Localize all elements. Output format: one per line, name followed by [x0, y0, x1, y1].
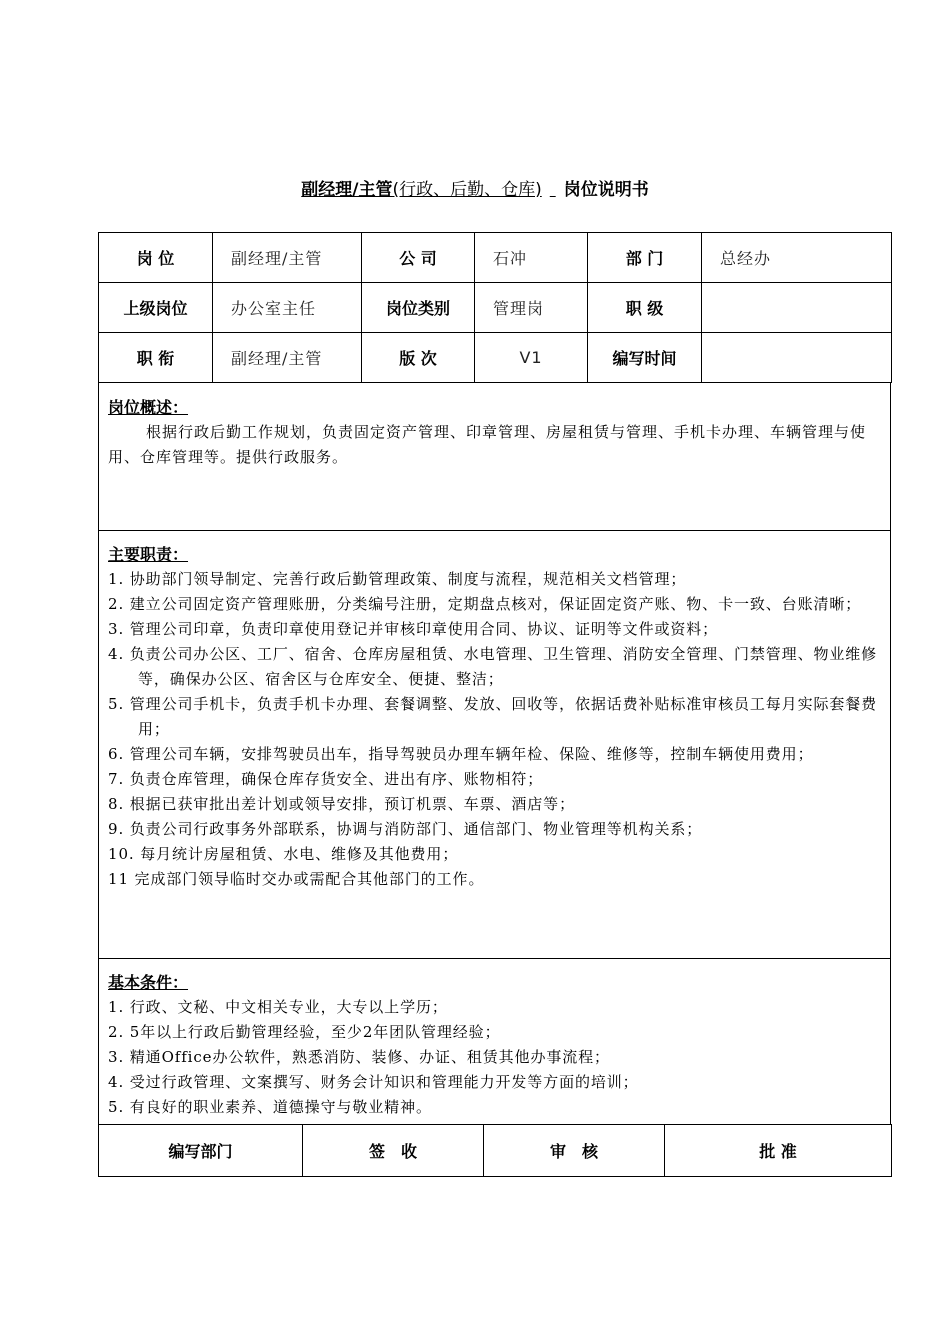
approve-cell: 批 准 [665, 1125, 892, 1177]
document-title [0, 175, 950, 200]
requirement-item: 4. 受过行政管理、文案撰写、财务会计知识和管理能力开发等方面的培训； [108, 1073, 639, 1091]
rank-label: 职 衔 [99, 333, 213, 383]
post-label: 岗 位 [99, 233, 213, 283]
company-label: 公 司 [362, 233, 475, 283]
company-value: 石冲 [475, 233, 588, 283]
category-value: 管理岗 [475, 283, 588, 333]
duties-heading: 主要职责： [108, 545, 189, 564]
duties-section [98, 530, 891, 959]
info-row-2 [99, 283, 892, 333]
duty-item: 5. 管理公司手机卡，负责手机卡办理、套餐调整、发放、回收等，依据话费补贴标准审核员工每月实际套餐费用； [108, 695, 878, 738]
title-main: 副经理/主管 [301, 180, 393, 200]
dept-value: 总经办 [702, 233, 892, 283]
duty-item: 3. 管理公司印章，负责印章使用登记并审核印章使用合同、协议、证明等文件或资料； [108, 620, 719, 638]
requirements-list [99, 995, 890, 1120]
duty-item: 10. 每月统计房屋租赁、水电、维修及其他费用； [108, 845, 459, 863]
overview-section [98, 383, 891, 531]
info-table [98, 232, 892, 383]
requirements-heading: 基本条件： [108, 973, 189, 992]
requirement-item: 2. 5年以上行政后勤管理经验，至少2年团队管理经验； [108, 1023, 501, 1041]
superior-value: 办公室主任 [213, 283, 362, 333]
info-row-1 [99, 233, 892, 283]
requirement-item: 5. 有良好的职业素养、道德操守与敬业精神。 [108, 1098, 432, 1116]
version-value: V1 [475, 333, 588, 383]
grade-label: 职 级 [588, 283, 702, 333]
category-label: 岗位类别 [362, 283, 475, 333]
duty-item: 7. 负责仓库管理，确保仓库存货安全、进出有序、账物相符； [108, 770, 544, 788]
duty-item: 11 完成部门领导临时交办或需配合其他部门的工作。 [108, 870, 485, 888]
superior-label: 上级岗位 [99, 283, 213, 333]
receive-cell: 签 收 [303, 1125, 484, 1177]
signoff-table [98, 1124, 892, 1177]
review-cell: 审 核 [484, 1125, 665, 1177]
info-row-3 [99, 333, 892, 383]
overview-text: 根据行政后勤工作规划，负责固定资产管理、印章管理、房屋租赁与管理、手机卡办理、车辆管理与使用、仓库管理等。提供行政服务。 [108, 423, 867, 466]
duty-item: 1. 协助部门领导制定、完善行政后勤管理政策、制度与流程，规范相关文档管理； [108, 570, 687, 588]
requirements-section [98, 958, 891, 1125]
rank-value: 副经理/主管 [213, 333, 362, 383]
duty-item: 6. 管理公司车辆，安排驾驶员出车，指导驾驶员办理车辆年检、保险、维修等，控制车辆使用费用； [108, 745, 814, 763]
title-paren: (行政、后勤、仓库) [392, 180, 542, 200]
duty-item: 9. 负责公司行政事务外部联系，协调与消防部门、通信部门、物业管理等机构关系； [108, 820, 703, 838]
dept-label: 部 门 [588, 233, 702, 283]
duty-item: 8. 根据已获审批出差计划或领导安排，预订机票、车票、酒店等； [108, 795, 575, 813]
post-value: 副经理/主管 [213, 233, 362, 283]
signoff-row [99, 1125, 892, 1177]
date-value [702, 333, 892, 383]
title-suffix: 岗位说明书 [563, 180, 649, 200]
duty-item: 2. 建立公司固定资产管理账册，分类编号注册，定期盘点核对，保证固定资产账、物、卡一致、台账清晰； [108, 595, 862, 613]
version-label: 版 次 [362, 333, 475, 383]
date-label: 编写时间 [588, 333, 702, 383]
author-dept-cell: 编写部门 [99, 1125, 303, 1177]
requirement-item: 3. 精通Office办公软件，熟悉消防、装修、办证、租赁其他办事流程； [108, 1048, 610, 1066]
overview-heading: 岗位概述： [108, 398, 189, 417]
duties-list [99, 567, 890, 892]
duty-item: 4. 负责公司办公区、工厂、宿舍、仓库房屋租赁、水电管理、卫生管理、消防安全管理、门禁管理、物业维修等，确保办公区、宿舍区与仓库安全、便捷、整洁； [108, 645, 878, 688]
requirement-item: 1. 行政、文秘、中文相关专业，大专以上学历； [108, 998, 448, 1016]
grade-value [702, 283, 892, 333]
title-underline-gap [542, 180, 564, 200]
